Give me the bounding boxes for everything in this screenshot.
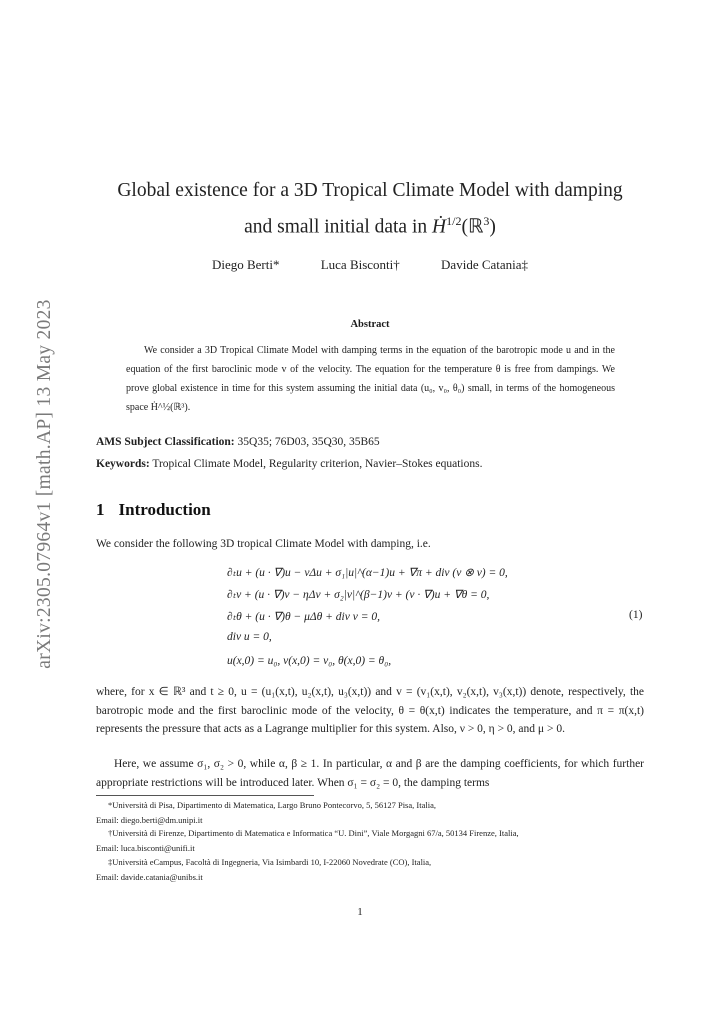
- author-list: [60, 257, 680, 273]
- footnote-affiliation: *Università di Pisa, Dipartimento di Matematica, Largo Bruno Pontecorvo, 5, 56127 Pisa, Italia,: [108, 800, 436, 810]
- abstract-body: We consider a 3D Tropical Climate Model with damping terms in the equation of the barotropic mode u and in the equation of the first baroclinic mode v of the velocity. The equation for the temperature θ is free from dampings. We prove global existence in time for this system assuming the initial data (u₀, v₀, θ₀) small, in terms of the homogeneous space Ḣ^½(ℝ³).: [126, 345, 615, 413]
- title-math-space: Ḣ: [432, 216, 447, 238]
- intro-lead-paragraph: We consider the following 3D tropical Climate Model with damping, i.e.: [96, 538, 431, 550]
- section-heading: 1 Introduction: [96, 500, 211, 519]
- footnote-email: Email: luca.bisconti@unifi.it: [96, 843, 195, 853]
- arxiv-identifier-stamp: arXiv:2305.07964v1 [math.AP] 13 May 2023: [34, 299, 55, 669]
- body-paragraph: Here, we assume σ₁, σ₂ > 0, while α, β ≥ 1. In particular, α and β are the damping coefficients, for which further appropriate restrictions will be introduced later. When σ₁ = σ₂ = 0, the damping terms: [96, 758, 644, 789]
- title-line-1: Global existence for a 3D Tropical Climate Model with damping: [117, 180, 623, 201]
- paper-title: [60, 176, 680, 243]
- author-name: Diego Berti*: [211, 257, 280, 272]
- footnote-email: Email: davide.catania@unibs.it: [96, 872, 203, 882]
- footnote-email: Email: diego.berti@dm.unipi.it: [96, 815, 203, 825]
- footnote-affiliation: ‡Università eCampus, Facoltà di Ingegneria, Via Isimbardi 10, I-22060 Novedrate (CO), Italia,: [108, 857, 432, 867]
- footnote-rule: [96, 795, 314, 796]
- footnote-affiliation: †Università di Firenze, Dipartimento di Matematica e Informatica “U. Dini”, Viale Morgagni 67/a, 50134 Firenze, Italia,: [108, 828, 519, 838]
- abstract-heading: Abstract: [350, 319, 390, 330]
- keywords: Keywords: Tropical Climate Model, Regularity criterion, Navier–Stokes equations.: [96, 458, 483, 470]
- body-paragraph: where, for x ∈ ℝ³ and t ≥ 0, u = (u₁(x,t), u₂(x,t), u₃(x,t)) and v = (v₁(x,t), v₂(x,t), v₃(x,t)) denote, respectively, the barotropic mode and the first baroclinic mode of the velocity, θ = θ(x,t) indicates the temperature, and π = π(x,t) represents the pressure that acts as a Lagrange multiplier for this system. Also, ν > 0, η > 0, and μ > 0.: [96, 686, 644, 735]
- author-name: Luca Bisconti†: [320, 257, 400, 272]
- title-line-2: and small initial data in Ḣ$^{1/2}$(ℝ$^3$): [244, 214, 496, 238]
- equation-line: u(x,0) = u₀, v(x,0) = v₀, θ(x,0) = θ₀,: [227, 655, 392, 667]
- ams-classification: AMS Subject Classification: 35Q35; 76D03, 35Q30, 35B65: [96, 436, 380, 448]
- page-number: 1: [357, 906, 363, 918]
- equation-line: ∂ₜu + (u · ∇)u − νΔu + σ₁|u|^(α−1)u + ∇π + div (v ⊗ v) = 0,: [227, 567, 508, 579]
- equation-line: div u = 0,: [227, 631, 272, 643]
- author-name: Davide Catania‡: [441, 257, 529, 272]
- equation-number: (1): [629, 609, 643, 621]
- equation-line: ∂ₜθ + (u · ∇)θ − μΔθ + div v = 0,: [227, 611, 380, 623]
- equation-line: ∂ₜv + (u · ∇)v − ηΔv + σ₂|v|^(β−1)v + (v · ∇)u + ∇θ = 0,: [227, 589, 490, 601]
